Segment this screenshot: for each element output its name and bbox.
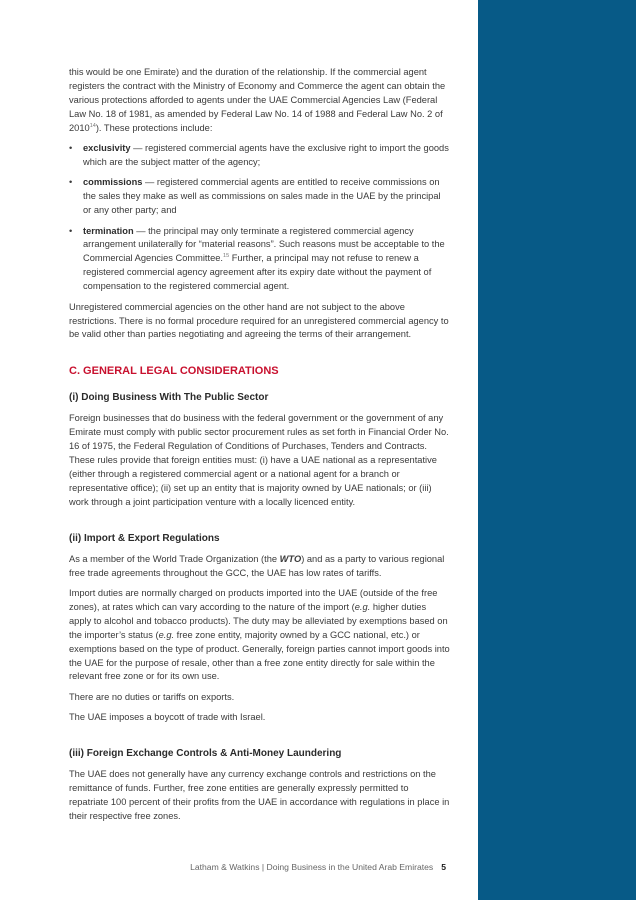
boycott-paragraph: The UAE imposes a boycott of trade with Israel.	[69, 712, 266, 723]
intro-paragraph: this would be one Emirate) and the duration of the relationship. If the commercial agent registers the contract with the Ministry of Economy and Commerce the agent can obtain the various protections afforded to agents under the UAE Commercial Agencies Law (Federal Law No. 18 of 1981, as amended by Federal Law No. 14 of 1988 and Federal Law No. 2 of 2010$^{14}$). These protections include:	[69, 67, 446, 133]
page-number: 5	[441, 862, 446, 872]
bullet-icon: •	[69, 225, 73, 236]
unregistered-paragraph: Unregistered commercial agencies on the other hand are not subject to the above restrictions. There is no formal procedure required for an unregistered commercial agency to be valid other than parties negotiating and agreeing the terms of their arrangement.	[69, 301, 449, 340]
subheading-import-export: (ii) Import & Export Regulations	[69, 532, 220, 544]
side-color-band	[478, 0, 636, 900]
import-duties-paragraph: Import duties are normally charged on products imported into the UAE (outside of the free zones), at rates which can vary according to the nature of the import (e.g. higher duties apply to alcohol and tobacco products). The duty may be alleviated by exemptions based on the importer’s status (e.g. free zone entity, majority owned by a GCC national, etc.) or exemptions based on the type of product. Generally, foreign parties cannot import goods into the UAE for the purpose of resale, other than a free zone entity directly for sale within the relevant free zone or for its own use.	[69, 587, 450, 682]
page-body	[69, 66, 450, 830]
exports-paragraph: There are no duties or tariffs on exports.	[69, 691, 235, 702]
subheading-public-sector: (i) Doing Business With The Public Sector	[69, 392, 269, 404]
wto-paragraph: As a member of the World Trade Organization (the WTO) and as a party to various regional free trade agreements throughout the GCC, the UAE has low rates of tariffs.	[69, 553, 445, 578]
footnote-ref[interactable]: 15	[223, 253, 230, 260]
list-item: • commissions — registered commercial agents are entitled to receive commissions on the sales they make as well as commissions on sales made in the UAE by the principal or any other party; and	[69, 177, 441, 216]
footnote-ref[interactable]: 14	[89, 122, 96, 129]
protections-list	[69, 142, 450, 294]
page-footer	[150, 862, 446, 872]
list-item: • exclusivity — registered commercial agents have the exclusive right to import the goods which are the subject matter of the agency;	[69, 143, 449, 167]
foreign-exchange-paragraph: The UAE does not generally have any currency exchange controls and restrictions on the remittance of funds. Further, free zone entities are generally expressly permitted to repatriate 100 percent of their profits from the UAE in accordance with regulations in place in their respective free zones.	[69, 769, 450, 821]
list-item: • termination — the principal may only terminate a registered commercial agency arrangement unilaterally for “material reasons”. Such reasons must be acceptable to the Commercial Agencies Committee.$^{15}$ Further, a principal may not refuse to renew a registered commercial agency agreement after its expiry date without the payment of compensation to the registered commercial agent.	[69, 225, 445, 292]
subheading-foreign-exchange: (iii) Foreign Exchange Controls & Anti-Money Laundering	[69, 748, 342, 760]
bullet-icon: •	[69, 143, 73, 154]
footer-text: Latham & Watkins | Doing Business in the United Arab Emirates	[190, 862, 434, 872]
section-heading: C. GENERAL LEGAL CONSIDERATIONS	[69, 365, 279, 378]
bullet-icon: •	[69, 177, 73, 188]
public-sector-paragraph: Foreign businesses that do business with the federal government or the government of any Emirate must comply with public sector procurement rules as set forth in Financial Order No. 16 of 1975, the Federal Regulation of Conditions of Purchases, Tenders and Contracts. These rules provide that foreign entities must: (i) have a UAE national as a representative (either through a registered commercial agent or a national agent for a branch or representative office); (ii) set up an entity that is majority owned by UAE nationals; or (iii) work through a joint participation venture with a locally licenced entity.	[69, 413, 449, 507]
